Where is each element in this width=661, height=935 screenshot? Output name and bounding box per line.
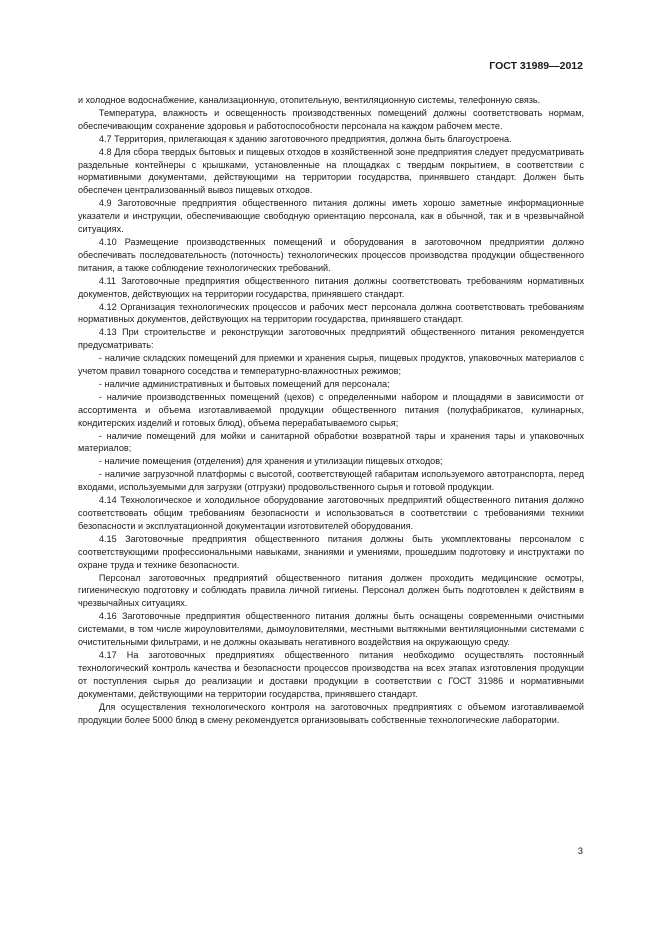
paragraph: 4.15 Заготовочные предприятия общественного питания должны быть укомплектованы персоналом с соответствующими профессиональными навыками, знаниями и умениями, прошедшим подготовку и инструктажи по охране труда и технике безопасности. [78, 533, 584, 570]
paragraph: 4.14 Технологическое и холодильное оборудование заготовочных предприятий общественного питания должно соответствовать общим требованиям безопасности и использоваться в соответствии с требованиями техники безопасности и эксплуатационной документации изготовителей оборудования. [78, 495, 584, 531]
paragraph: 4.16 Заготовочные предприятия общественного питания должны быть оснащены современными очистными системами, в том числе жироуловителями, дымоуловителями, местными вытяжными вентиляционными системами с очистительными фильтрами, и не должны оказывать негативного воздействия на окружающую среду. [78, 611, 584, 648]
paragraph: - наличие помещений для мойки и санитарной обработки возвратной тары и хранения тары и упаковочных материалов; [78, 430, 584, 454]
paragraph: 4.7 Территория, прилегающая к зданию заготовочного предприятия, должна быть благоустроена. [98, 133, 512, 144]
paragraph: 4.17 На заготовочных предприятиях общественного питания необходимо осуществлять постоянный технологический контроль качества и безопасности процессов производства на всех этапах изготовления продукции от поступления сырья до реализации и доставки продукции в соответствии с ГОСТ 31986 и нормативными документами, действующими на территории государства, принявшего стандарт. [78, 649, 584, 699]
page-header-doc-id: ГОСТ 31989—2012 [489, 60, 583, 72]
paragraph: 4.8 Для сбора твердых бытовых и пищевых отходов в хозяйственной зоне предприятия следует предусматривать раздельные контейнеры с крышками, установленные на площадках с твердым покрытием, в соответствии с нормативными документами, действующими на территории государства, принявшего стандарт. Должен быть обеспечен централизованный вывоз пищевых отходов. [78, 146, 584, 196]
paragraph: - наличие производственных помещений (цехов) с определенными набором и площадями в зависимости от ассортимента и объема изготавливаемой продукции общественного питания (полуфабрикатов, кулинарных, кондитерских изделий и готовых блюд), объема перерабатываемого сырья; [78, 391, 584, 428]
paragraph: 4.9 Заготовочные предприятия общественного питания должны иметь хорошо заметные информационные указатели и инструкции, обеспечивающие свободную ориентацию персонала, как в обычной, так и в чрезвычайной ситуациях. [78, 198, 584, 235]
paragraph: 4.12 Организация технологических процессов и рабочих мест персонала должна соответствовать требованиям нормативных документов, действующих на территории государства, принявшего стандарт. [78, 301, 584, 325]
paragraph: - наличие административных и бытовых помещений для персонала; [98, 378, 390, 389]
paragraph: 4.10 Размещение производственных помещений и оборудования в заготовочном предприятии должно обеспечивать последовательность (поточность) технологических процессов производства продукции общественного питания, а также соблюдение технологических требований. [78, 236, 584, 273]
document-body [78, 94, 584, 726]
paragraph: - наличие складских помещений для приемки и хранения сырья, пищевых продуктов, упаковочных материалов с учетом правил товарного соседства и температурно-влажностных режимов; [78, 353, 584, 377]
paragraph: Для осуществления технологического контроля на заготовочных предприятиях с объемом изготавливаемой продукции более 5000 блюд в смену рекомендуется организовывать собственные технологические лаборатории. [78, 701, 584, 725]
paragraph: и холодное водоснабжение, канализационную, отопительную, вентиляционную системы, телефонную связь. [78, 95, 541, 105]
paragraph: Персонал заготовочных предприятий общественного питания должен проходить медицинские осмотры, гигиеническую подготовку и соблюдать правила личной гигиены. Персонал должен быть подготовлен к действиям в чрезвычайных ситуациях. [78, 572, 584, 609]
paragraph: - наличие загрузочной платформы с высотой, соответствующей габаритам используемого автотранспорта, перед входами, используемыми для загрузки (отгрузки) продовольственного сырья и готовой продукции. [78, 469, 584, 493]
paragraph: 4.11 Заготовочные предприятия общественного питания должны соответствовать требованиям нормативных документов, действующих на территории государства, принявшего стандарт. [78, 275, 584, 299]
paragraph: - наличие помещения (отделения) для хранения и утилизации пищевых отходов; [98, 456, 443, 467]
page-number: 3 [577, 846, 583, 857]
paragraph: 4.13 При строительстве и реконструкции заготовочных предприятий общественного питания рекомендуется предусматривать: [78, 327, 584, 351]
paragraph: Температура, влажность и освещенность производственных помещений должны соответствовать нормам, обеспечивающим сохранение здоровья и работоспособности персонала на каждом рабочем месте. [78, 107, 584, 131]
